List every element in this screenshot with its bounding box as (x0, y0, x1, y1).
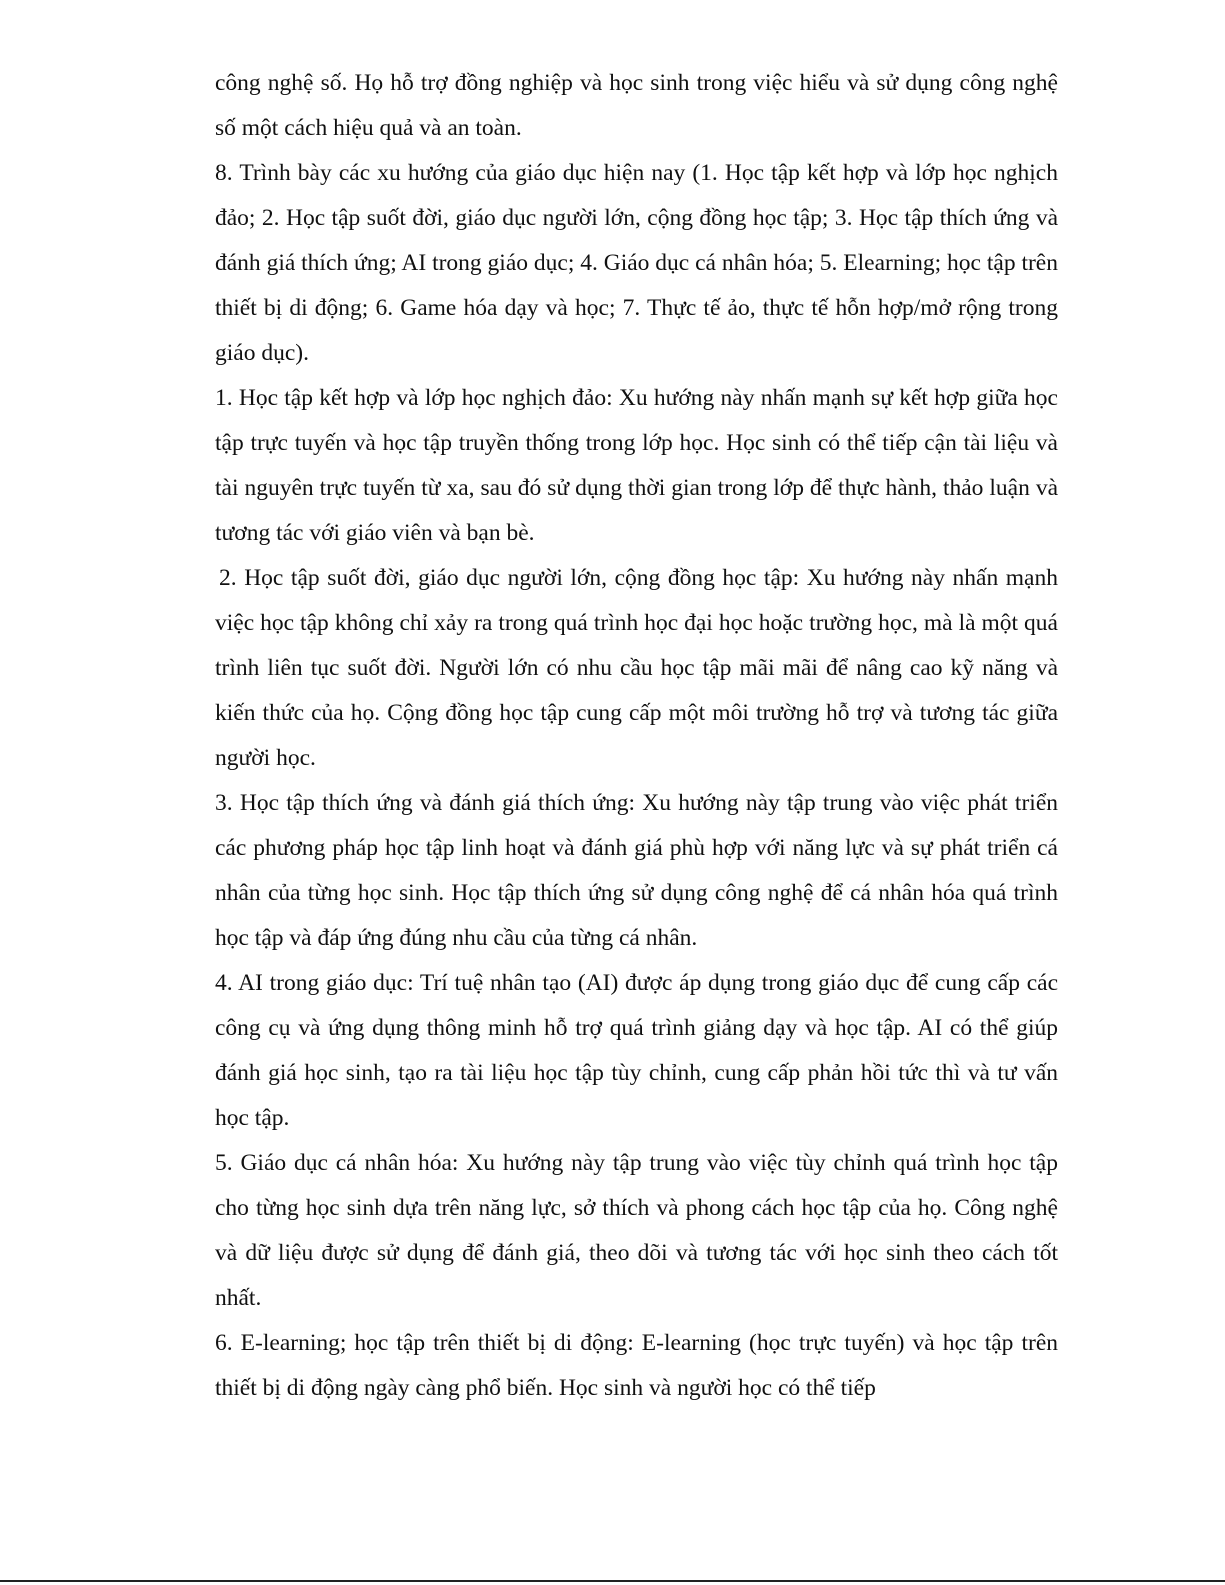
paragraph-trend-5-personalized-education: 5. Giáo dục cá nhân hóa: Xu hướng này tập trung vào việc tùy chỉnh quá trình học tập cho từng học sinh dựa trên năng lực, sở thích và phong cách học tập của họ. Công nghệ và dữ liệu được sử dụng để đánh giá, theo dõi và tương tác với học sinh theo cách tốt nhất. (215, 1150, 1058, 1311)
paragraph-trend-4-ai-in-education: 4. AI trong giáo dục: Trí tuệ nhân tạo (AI) được áp dụng trong giáo dục để cung cấp các công cụ và ứng dụng thông minh hỗ trợ quá trình giảng dạy và học tập. AI có thể giúp đánh giá học sinh, tạo ra tài liệu học tập tùy chỉnh, cung cấp phản hồi tức thì và tư vấn học tập. (215, 970, 1058, 1131)
paragraph-trend-2-lifelong-learning: 2. Học tập suốt đời, giáo dục người lớn, cộng đồng học tập: Xu hướng này nhấn mạnh việc học tập không chỉ xảy ra trong quá trình học đại học hoặc trường học, mà là một quá trình liên tục suốt đời. Người lớn có nhu cầu học tập mãi mãi để nâng cao kỹ năng và kiến thức của họ. Cộng đồng học tập cung cấp một môi trường hỗ trợ và tương tác giữa người học. (215, 565, 1058, 771)
paragraph-trend-1-blended-learning: 1. Học tập kết hợp và lớp học nghịch đảo: Xu hướng này nhấn mạnh sự kết hợp giữa học tập trực tuyến và học tập truyền thống trong lớp học. Học sinh có thể tiếp cận tài liệu và tài nguyên trực tuyến từ xa, sau đó sử dụng thời gian trong lớp để thực hành, thảo luận và tương tác với giáo viên và bạn bè. (215, 385, 1058, 546)
page-body (215, 61, 1058, 1411)
paragraph-trend-3-adaptive-learning: 3. Học tập thích ứng và đánh giá thích ứng: Xu hướng này tập trung vào việc phát triển các phương pháp học tập linh hoạt và đánh giá phù hợp với năng lực và sự phát triển cá nhân của từng học sinh. Học tập thích ứng sử dụng công nghệ để cá nhân hóa quá trình học tập và đáp ứng đúng nhu cầu của từng cá nhân. (215, 790, 1058, 951)
paragraph-digital-tech-continuation: công nghệ số. Họ hỗ trợ đồng nghiệp và học sinh trong việc hiểu và sử dụng công nghệ số một cách hiệu quả và an toàn. (215, 70, 1058, 141)
paragraph-question-8: 8. Trình bày các xu hướng của giáo dục hiện nay (1. Học tập kết hợp và lớp học nghịch đảo; 2. Học tập suốt đời, giáo dục người lớn, cộng đồng học tập; 3. Học tập thích ứng và đánh giá thích ứng; AI trong giáo dục; 4. Giáo dục cá nhân hóa; 5. Elearning; học tập trên thiết bị di động; 6. Game hóa dạy và học; 7. Thực tế ảo, thực tế hỗn hợp/mở rộng trong giáo dục). (215, 160, 1058, 366)
paragraph-trend-6-elearning: 6. E-learning; học tập trên thiết bị di động: E-learning (học trực tuyến) và học tập trên thiết bị di động ngày càng phổ biến. Học sinh và người học có thể tiếp (215, 1330, 1058, 1401)
page-bottom-divider (0, 1580, 1225, 1582)
